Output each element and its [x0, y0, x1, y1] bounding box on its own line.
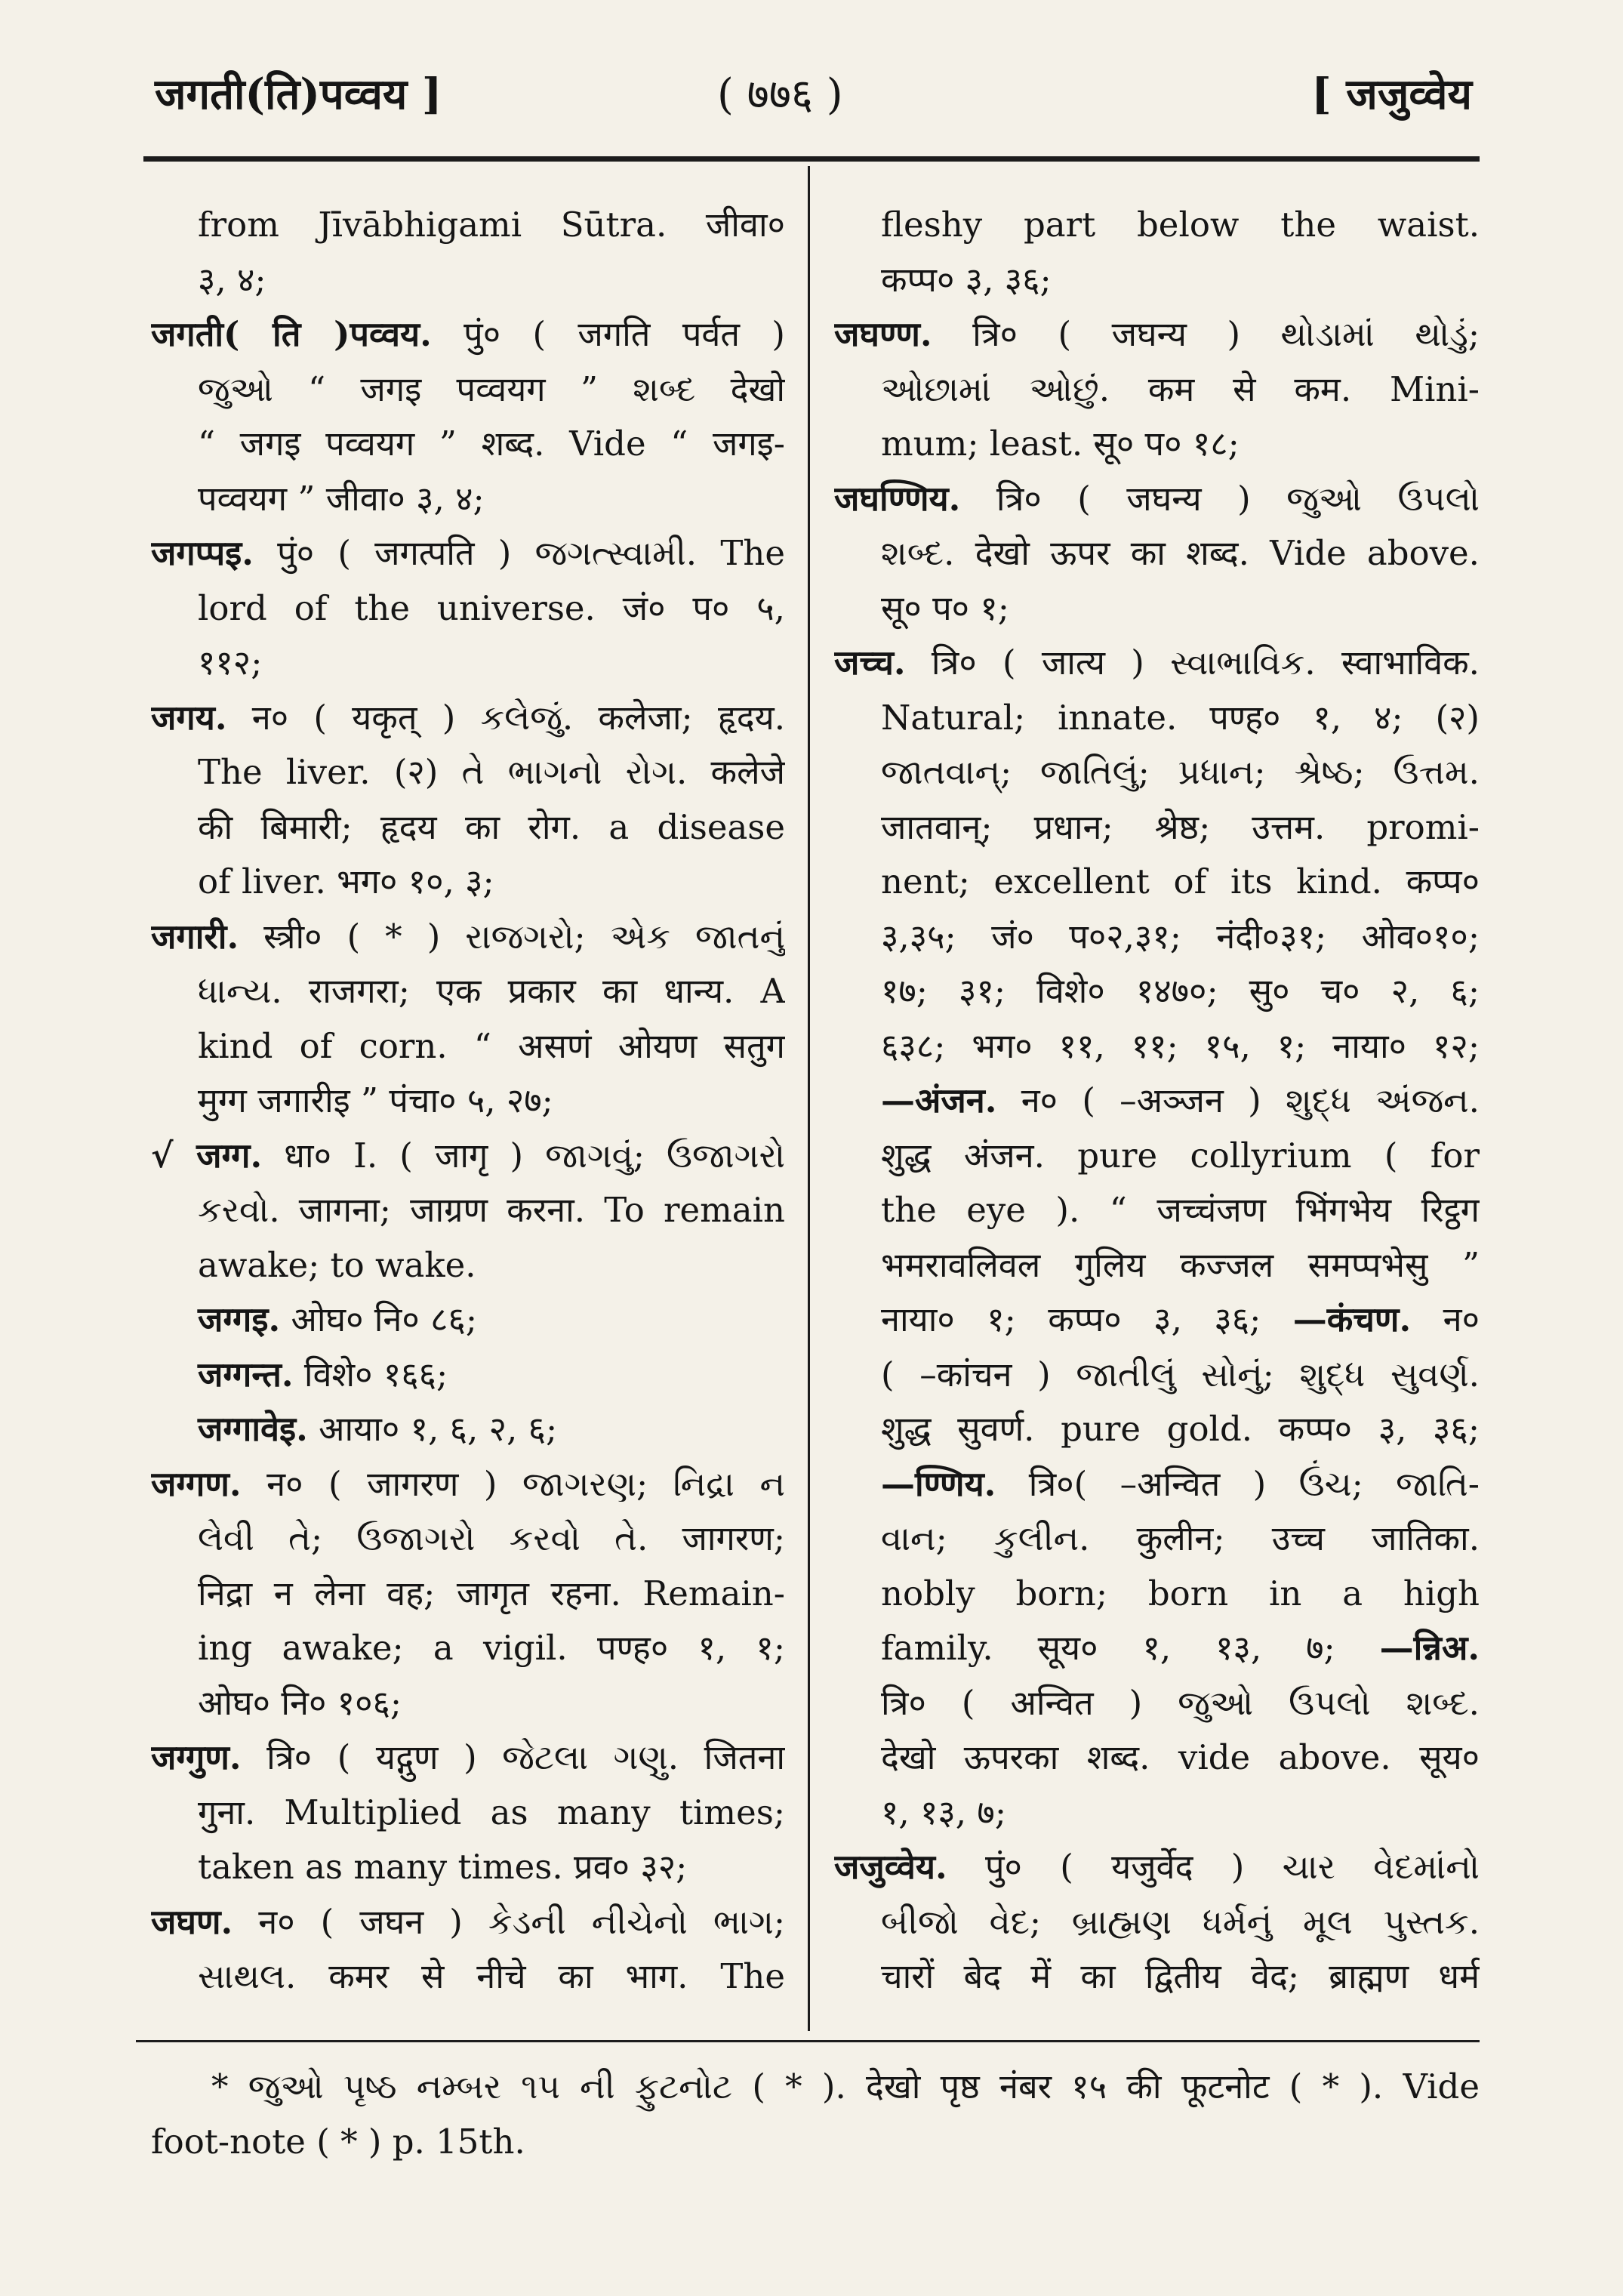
left-column-line [151, 1895, 785, 1950]
entry-text: मुग्ग जगारीइ ” पंचा० ५, २७; [198, 1080, 553, 1120]
left-column-line [151, 417, 785, 472]
entry-text: न० ( यकृत् ) કલેજું. कलेजा; हृदय. [226, 697, 785, 738]
entry-text: १, १३, ७; [881, 1792, 1006, 1832]
right-column-line [834, 1238, 1480, 1293]
right-column-line [834, 417, 1480, 472]
entry-text: शुद्ध सुवर्ण. pure gold. कप्प० ३, ३६; [881, 1409, 1480, 1449]
entry-text: ओघ० नि० १०६; [198, 1682, 402, 1723]
entry-text: ११२; [198, 643, 263, 683]
right-column-line [834, 1183, 1480, 1238]
left-column-line [151, 1238, 785, 1293]
left-column-line [151, 1402, 785, 1457]
right-column-line [834, 800, 1480, 855]
entry-text: न० ( जघन ) કેડની નીચેનો ભાગ; [233, 1901, 785, 1942]
left-column-line [151, 1621, 785, 1676]
entry-text: જુઓ “ जगइ पव्वयग ” શબ્દ देखो [198, 368, 785, 409]
left-column-line [151, 526, 785, 581]
entry-text: “ जगइ पव्वयग ” शब्द. Vide “ जगइ- [198, 424, 785, 464]
entry-text: त्रि० ( अन्वित ) જુઓ ઉપલો શબ્દ. [881, 1682, 1480, 1723]
entry-text: fleshy part below the waist. [881, 205, 1480, 245]
entry-text: गुना. Multiplied as many times; [198, 1792, 785, 1832]
right-column-line [834, 1019, 1480, 1074]
headword: जगय. [151, 697, 227, 738]
entry-text: awake; to wake. [198, 1244, 476, 1285]
left-column-line [151, 307, 785, 362]
right-column-line [834, 1786, 1480, 1841]
entry-text: taken as many times. प्रव० ३२; [198, 1847, 688, 1887]
right-column [834, 198, 1480, 2005]
left-column-line [151, 1676, 785, 1731]
entry-text: ६३८; भग० ११, ११; १५, १; नाया० १२; [881, 1025, 1480, 1066]
right-column-line [834, 198, 1480, 253]
entry-text: kind of corn. “ असणं ओयण सतुग [198, 1025, 785, 1066]
headword: जच्च. [834, 643, 906, 683]
running-head-left: जगती(ति)पव्वय ] [155, 69, 442, 119]
headword: जग्गन्त. [198, 1354, 294, 1395]
headword: जग्गण. [151, 1463, 242, 1504]
left-column-line [151, 855, 785, 910]
entry-text: foot-note ( * ) p. 15th. [151, 2121, 525, 2162]
right-column-line [834, 1895, 1480, 1950]
right-column-line [834, 1074, 1480, 1129]
entry-text: त्रि० ( जघन्य ) જુઓ ઉપલો [960, 478, 1480, 519]
right-column-line [834, 1567, 1480, 1622]
entry-text: त्रि० ( जात्य ) સ્વાભાવિક. स्वाभाविक. [905, 643, 1480, 683]
right-column-line [834, 1840, 1480, 1895]
headword: जघण्णिय. [834, 478, 961, 519]
page-number: ( ७७६ ) [717, 70, 843, 119]
entry-text: न० ( जागरण ) જાગરણ; નિદ્રા ન [241, 1463, 785, 1504]
running-head-right: [ जजुव्वेय [1311, 69, 1472, 119]
left-column-line [151, 198, 785, 253]
entry-text: निद्रा न लेना वह; जागृत रहना. Remain- [198, 1573, 785, 1613]
entry-text: शुद्ध अंजन. pure collyrium ( for [881, 1135, 1480, 1176]
entry-text: વાન; કુલીન. कुलीन; उच्च जातिका. [881, 1518, 1480, 1558]
footnote-rule [136, 2040, 1480, 2042]
right-column-line [834, 1402, 1480, 1457]
headword: जगारी. [151, 916, 239, 957]
right-column-line [834, 1457, 1480, 1512]
left-column-line [151, 362, 785, 418]
right-column-line [834, 1621, 1480, 1676]
entry-text: કરવો. जागना; जाग्रण करना. To remain [198, 1190, 785, 1230]
left-column-line [151, 1293, 785, 1348]
right-column-line [834, 855, 1480, 910]
right-column-line [834, 526, 1480, 581]
left-column-line [151, 636, 785, 691]
right-column-line [834, 1949, 1480, 2005]
left-column-line [151, 1949, 785, 2005]
left-column-line [151, 581, 785, 636]
left-column-line [151, 1512, 785, 1567]
left-column-line [151, 745, 785, 800]
entry-text: त्रि०( –अन्वित ) ઉંચ; જાતિ- [996, 1463, 1480, 1504]
right-column-line [834, 362, 1480, 418]
entry-text: विशे० १६६; [293, 1354, 448, 1395]
entry-text: ओघ० नि० ८६; [280, 1299, 478, 1339]
headword: √ जग्ग. [151, 1135, 263, 1176]
headword: जघण्ण. [834, 314, 932, 354]
entry-text: चारों बेद में का द्वितीय वेद; ब्राह्मण धर्म [881, 1956, 1480, 1996]
right-column-line [834, 1512, 1480, 1567]
right-column-line [834, 1129, 1480, 1184]
headword: जगप्पइ. [151, 533, 254, 573]
entry-text: ३, ४; [198, 259, 266, 300]
left-column-line [151, 1840, 785, 1895]
entry-text: nent; excellent of its kind. कप्प० [881, 861, 1480, 901]
footnote-line [151, 2115, 1480, 2170]
entry-text: धा० I. ( जागृ ) જાગવું; ઉજાગરો [262, 1135, 785, 1176]
left-column-line [151, 1567, 785, 1622]
left-column-line [151, 253, 785, 308]
left-column-line [151, 964, 785, 1019]
right-column-line [834, 691, 1480, 746]
headword: —कंचण. [1292, 1299, 1412, 1339]
entry-text: Natural; innate. पण्ह० १, ४; (२) [881, 697, 1480, 738]
right-column-line [834, 745, 1480, 800]
left-column-line [151, 1457, 785, 1512]
right-column-line [834, 1348, 1480, 1403]
left-column-line [151, 472, 785, 527]
entry-text: લેવી તે; ઉજાગરો કરવો તે. जागरण; [198, 1518, 785, 1558]
entry-text: जातवान्; प्रधान; श्रेष्ठ; उत्तम. promi- [881, 806, 1480, 847]
entry-text: सू० प० १; [881, 587, 1009, 628]
left-column-line [151, 1019, 785, 1074]
entry-text: पुं० ( जगति पर्वत ) [431, 314, 785, 354]
left-column-line [151, 800, 785, 855]
left-column-line [151, 1129, 785, 1184]
entry-text: * જુઓ પૃષ્ઠ નમ્બર ૧૫ ની ફુટનોટ ( * ). देखो पृष्ठ नंबर १५ की फूटनोट ( * ). Vide [211, 2066, 1480, 2106]
entry-text: શબ્દ. देखो ऊपर का शब्द. Vide above. [881, 533, 1480, 573]
left-column-line [151, 1348, 785, 1403]
right-column-line [834, 636, 1480, 691]
left-column [151, 198, 785, 2005]
entry-text: The liver. (२) તે ભાગનો રોગ. कलेजे [198, 752, 785, 792]
right-column-line [834, 307, 1480, 362]
entry-text: બીજો વેદ; બ્રાહ્મણ ધર્મનું મૂલ પુસ્તક. [881, 1901, 1480, 1942]
left-column-line [151, 910, 785, 965]
entry-text: ઓછામાં ઓછું. कम से कम. Mini- [881, 368, 1480, 409]
headword: जजुव्वेय. [834, 1847, 947, 1887]
headword: जग्गावेइ. [198, 1409, 308, 1449]
headword: —न्निअ. [1379, 1628, 1480, 1668]
right-column-line [834, 581, 1480, 636]
entry-text: the eye ). “ जच्चंजण भिंगभेय रिट्ठग [881, 1190, 1480, 1230]
right-column-line [834, 1730, 1480, 1786]
headword: जघण. [151, 1901, 233, 1942]
right-column-line [834, 472, 1480, 527]
left-column-line [151, 1183, 785, 1238]
headword: जगती( ति )पव्वय. [151, 314, 432, 354]
entry-text: देखो ऊपरका शब्द. vide above. सूय० [881, 1737, 1480, 1777]
right-column-line [834, 910, 1480, 965]
left-column-line [151, 1730, 785, 1786]
headword: जग्गुण. [151, 1737, 242, 1777]
entry-text: आया० १, ६, २, ६; [307, 1409, 558, 1449]
headword: जग्गइ. [198, 1299, 281, 1339]
entry-text: from Jīvābhigami Sūtra. जीवा० [198, 205, 785, 245]
entry-text: स्त्री० ( * ) રાજગરો; એક જાતનું [239, 916, 785, 957]
headword: —ण्णिय. [881, 1463, 996, 1504]
entry-text: १७; ३१; विशे० १४७०; सु० च० २, ६; [881, 971, 1480, 1011]
entry-text: कप्प० ३, ३६; [881, 259, 1052, 300]
entry-text: पुं० ( यजुर्वेद ) ચાર વેદમાંનો [947, 1847, 1480, 1887]
entry-text: नाया० १; कप्प० ३, ३६; [881, 1299, 1293, 1339]
left-column-line [151, 1074, 785, 1129]
entry-text: ધાન્ય. राजगरा; एक प्रकार का धान्य. A [198, 971, 785, 1011]
left-column-line [151, 1786, 785, 1841]
entry-text: nobly born; born in a high [881, 1573, 1480, 1613]
entry-text: त्रि० ( जघन्य ) થોડામાં થોડું; [932, 314, 1480, 354]
entry-text: भमरावलिवल गुलिय कज्जल समप्पभेसु ” [881, 1244, 1480, 1285]
entry-text: ing awake; a vigil. पण्ह० १, १; [198, 1628, 785, 1668]
entry-text: की बिमारी; हृदय का रोग. a disease [198, 806, 785, 847]
right-column-line [834, 1676, 1480, 1731]
entry-text: ३,३५; जं० प०२,३१; नंदी०३१; ओव०१०; [881, 916, 1480, 957]
headword: —अंजन. [881, 1080, 997, 1120]
entry-text: पुं० ( जगत्पति ) જગત્સ્વામી. The [253, 533, 785, 573]
entry-text: family. सूय० १, १३, ७; [881, 1628, 1380, 1668]
right-column-line [834, 1293, 1480, 1348]
entry-text: mum; least. सू० प० १८; [881, 424, 1240, 464]
entry-text: of liver. भग० १०, ३; [198, 861, 494, 901]
entry-text: न० [1411, 1299, 1480, 1339]
entry-text: पव्वयग ” जीवा० ३, ४; [198, 478, 485, 519]
entry-text: ( –कांचन ) જાતીલું સોનું; શુદ્ધ સુવર્ણ. [881, 1354, 1480, 1395]
entry-text: त्रि० ( यद्गुण ) જેટલા ગણુ. जितना [241, 1737, 785, 1777]
entry-text: lord of the universe. जं० प० ५, [198, 587, 785, 628]
footnote [151, 2060, 1480, 2169]
entry-text: સાથલ. कमर से नीचे का भाग. The [198, 1956, 785, 1996]
left-column-line [151, 691, 785, 746]
right-column-line [834, 253, 1480, 308]
footnote-line [151, 2060, 1480, 2115]
header-rule [143, 156, 1480, 162]
entry-text: न० ( –अञ्जन ) શુદ્ધ અંજન. [996, 1080, 1480, 1120]
column-divider [808, 166, 810, 2031]
entry-text: જાતવાન્; જાતિલું; પ્રધાન; શ્રેષ્ઠ; ઉત્તમ. [881, 752, 1480, 792]
right-column-line [834, 964, 1480, 1019]
